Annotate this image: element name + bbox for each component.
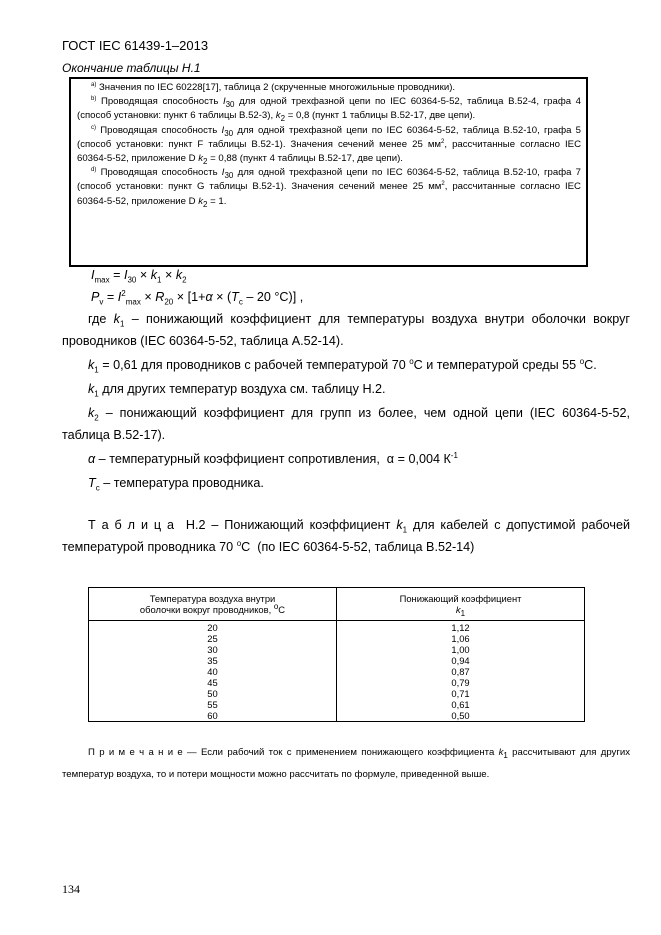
cell-coefficient: 0,79 — [337, 677, 585, 688]
cell-coefficient: 1,12 — [337, 621, 585, 634]
definition-tc: $T_c$ – температура проводника. — [88, 476, 264, 493]
definition-k1-value: $k_1 = 0,61$ для проводников с рабочей температурой 70 $^о$С и температурой среды 55 $^о$С. — [88, 356, 597, 375]
reduction-factor-table — [88, 587, 585, 722]
footnotes-box — [69, 77, 588, 267]
table-row — [89, 644, 585, 655]
definition-k1-other: $k_1$ для других температур воздуха см. таблицу Н.2. — [88, 382, 386, 399]
page-number: 134 — [62, 882, 80, 896]
table-continuation-title: Окончание таблицы Н.1 — [62, 61, 201, 75]
table-row — [89, 699, 585, 710]
cell-coefficient: 0,61 — [337, 699, 585, 710]
cell-temperature: 55 — [89, 699, 337, 710]
footnote-b: $^{b)}$ Проводящая способность $I_{30}$ для одной трехфазной цепи по IEC 60364-5-52, таблица В.52-4, графа 4 (способ установки: пункт 6 таблицы В.52-3), $k_2 = 0,8$ (пункт 1 таблицы В.52-17, две цепи). — [77, 96, 581, 124]
cell-coefficient: 0,87 — [337, 666, 585, 677]
table-row — [89, 633, 585, 644]
table-header-temperature: Температура воздуха внутри оболочки вокруг проводников, $^о$С — [89, 588, 337, 621]
formula-pv: $P_v = I^2_{max} \times R_{20} \times [1+\alpha \times (T_c - 20$ °C)] , — [91, 288, 304, 307]
cell-temperature: 40 — [89, 666, 337, 677]
cell-temperature: 45 — [89, 677, 337, 688]
footnote-a: $^{a)}$ Значения по IEC 60228[17], таблица 2 (скрученные многожильные проводники). — [91, 81, 456, 93]
table-row — [89, 710, 585, 722]
definition-k2: $k_2$ – понижающий коэффициент для групп из более, чем одной цепи (IEC 60364-5-52, таблица В.52-17). — [62, 406, 630, 442]
table-row — [89, 655, 585, 666]
cell-coefficient: 1,00 — [337, 644, 585, 655]
cell-temperature: 60 — [89, 710, 337, 722]
table-header-row — [89, 588, 585, 621]
footnote-d: $^{d)}$ Проводящая способность $I_{30}$ для одной трехфазной цепи по IEC 60364-5-52, таблица В.52-10, графа 7 (способ установки: пункт G таблицы В.52-1). Значения сечений менее 25 $мм^2$, рассчитанные согласно IEC 60364-5-52, приложение D $k_2 = 1$. — [77, 167, 581, 209]
cell-coefficient: 0,71 — [337, 688, 585, 699]
cell-temperature: 30 — [89, 644, 337, 655]
note-paragraph: П р и м е ч а н и е — Если рабочий ток с применением понижающего коэффициента $k_1$ рассчитывают для других температур воздуха, то и потери мощности можно рассчитать по формуле, приведенной выше. — [62, 747, 630, 780]
formulas-and-definitions — [62, 264, 630, 558]
definition-alpha: α – температурный коэффициент сопротивления, α = 0,004 $К^{-1}$ — [88, 450, 458, 466]
cell-temperature: 35 — [89, 655, 337, 666]
document-header: ГОСТ IEC 61439-1–2013 — [62, 38, 209, 53]
cell-coefficient: 0,50 — [337, 710, 585, 722]
cell-temperature: 25 — [89, 633, 337, 644]
formula-imax: $I_{max} = I_{30} \times k_1 \times k_2$ — [91, 268, 187, 285]
cell-coefficient: 1,06 — [337, 633, 585, 644]
footnote-c: $^{c)}$ Проводящая способность $I_{30}$ для одной трехфазной цепи по IEC 60364-5-52, таблица В.52-10, графа 5 (способ установки: пункт F таблицы В.52-1). Значения сечений менее 25 $мм^2$, рассчитанные согласно IEC 60364-5-52, приложение D $k_2 = 0,88$ (пункт 4 таблицы В.52-17, две цепи). — [77, 124, 582, 166]
cell-temperature: 50 — [89, 688, 337, 699]
table-row — [89, 666, 585, 677]
cell-coefficient: 0,94 — [337, 655, 585, 666]
definition-k1: где $k_1$ – понижающий коэффициент для температуры воздуха внутри оболочки вокруг проводников (IEC 60364-5-52, таблица А.52-14). — [62, 312, 630, 348]
table-header-coefficient: Понижающий коэффициент $k_1$ — [337, 588, 585, 621]
table-row — [89, 621, 585, 634]
table-row — [89, 688, 585, 699]
table-row — [89, 677, 585, 688]
table-title: Т а б л и ц а Н.2 – Понижающий коэффициент $k_1$ для кабелей с допустимой рабочей температурой проводника 70 $^о$С (по IEC 60364-5-52, таблица В.52-14) — [62, 518, 630, 554]
cell-temperature: 20 — [89, 621, 337, 634]
